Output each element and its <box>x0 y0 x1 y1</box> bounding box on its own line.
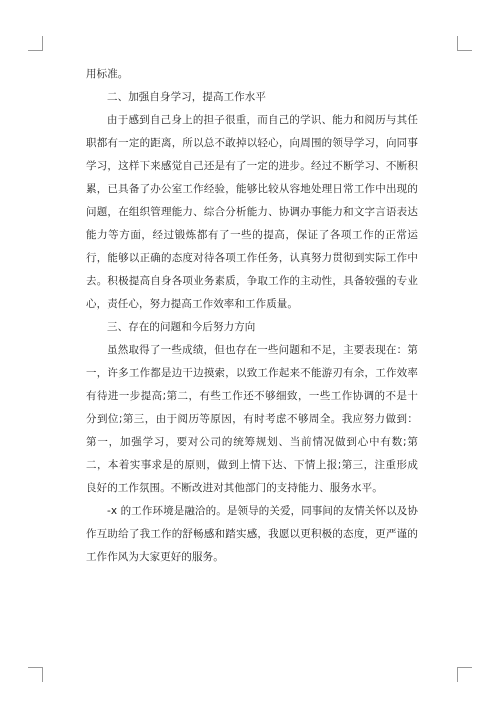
paragraph-closing: -x 的工作环境是融洽的。是领导的关爱，同事间的友情关怀以及协作互助给了我工作的舒畅感和踏实感，我愿以更积极的态度，更严谨的工作作风为大家更好的服务。 <box>86 505 418 563</box>
page-corner-mark-top-right <box>457 36 472 51</box>
section-heading-3: 三、存在的问题和今后努力方向 <box>107 321 256 333</box>
section-heading-2: 二、加强自身学习，提高工作水平 <box>107 91 266 103</box>
page-corner-mark-bottom-left <box>28 667 43 682</box>
paragraph-continuation: 用标准。 <box>86 68 129 80</box>
paragraph-study: 由于感到自己身上的担子很重，而自己的学识、能力和阅历与其任职都有一定的距离，所以总不敢掉以轻心，向周围的领导学习，向同事学习，这样下来感觉自己还是有了一定的进步。经过不断学习、不断积累，已具备了办公室工作经验，能够比较从容地处理日常工作中出现的问题，在组织管理能力、综合分析能力、协调办事能力和文字言语表达能力等方面，经过锻炼都有了一些的提高，保证了各项工作的正常运行，能够以正确的态度对待各项工作任务，认真努力贯彻到实际工作中去。积极提高自身各项业务素质，争取工作的主动性，具备较强的专业心，责任心，努力提高工作效率和工作质量。 <box>86 114 418 310</box>
paragraph-problems: 虽然取得了一些成绩，但也存在一些问题和不足，主要表现在：第一，许多工作都是边干边摸索，以致工作起来不能游刃有余，工作效率有待进一步提高;第二，有些工作还不够细致，一些工作协调的不是十分到位;第三，由于阅历等原因，有时考虑不够周全。我应努力做到：第一，加强学习，要对公司的统筹规划、当前情况做到心中有数;第二，本着实事求是的原则，做到上情下达、下情上报;第三，注重形成良好的工作氛围。不断改进对其他部门的支持能力、服务水平。 <box>86 344 418 494</box>
page-corner-mark-bottom-right <box>457 667 472 682</box>
page-corner-mark-top-left <box>28 36 43 51</box>
document-body <box>86 63 418 569</box>
